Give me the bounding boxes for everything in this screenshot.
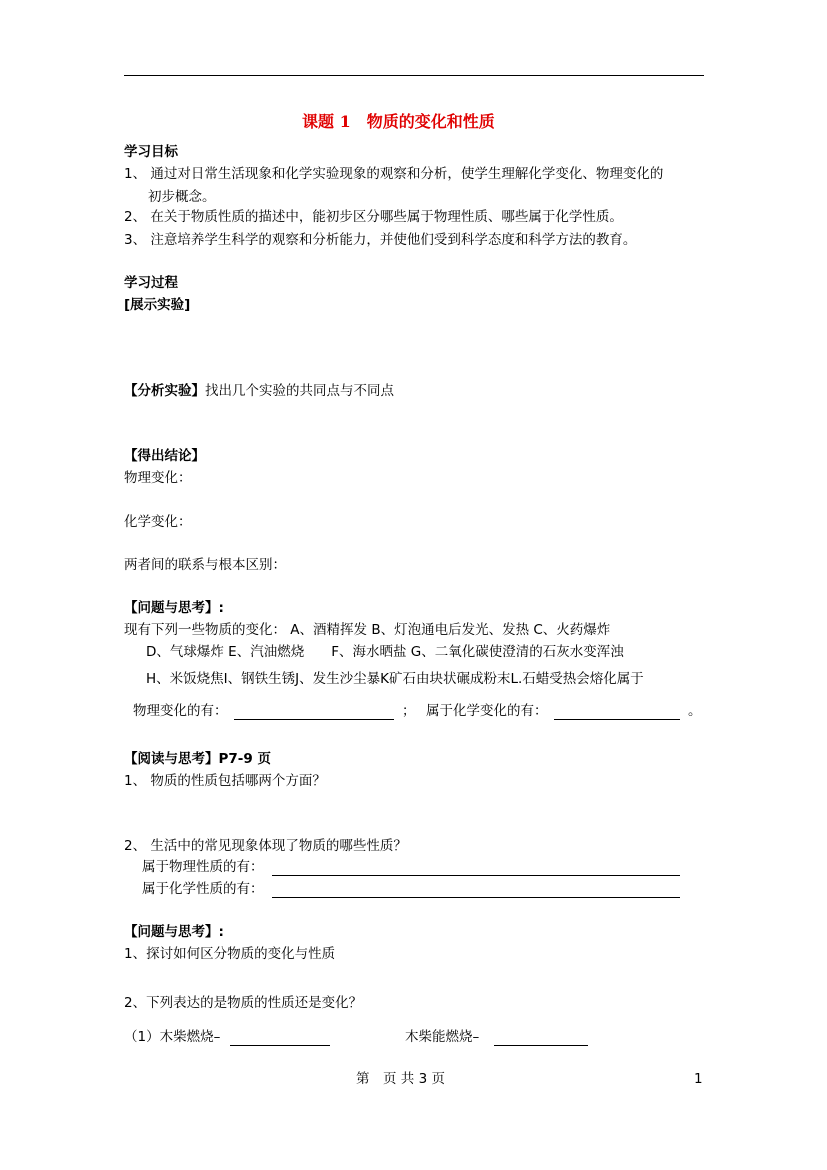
answer-separator: ；	[402, 703, 416, 719]
analysis-label: 【分析实验】	[124, 383, 205, 399]
objective-item: 初步概念。	[148, 189, 216, 205]
question1-intro: 现有下列一些物质的变化： A、酒精挥发 B、灯泡通电后发光、发热 C、火药爆炸	[124, 622, 611, 638]
footer-page-count: 第 页 共 3 页	[356, 1071, 445, 1087]
item1-property-label: 木柴能燃烧–	[405, 1029, 480, 1045]
question2-item-1: 1、探讨如何区分物质的变化与性质	[124, 946, 336, 962]
objective-item: 1、 通过对日常生活现象和化学实验现象的观察和分析，使学生理解化学变化、物理变化的	[124, 166, 664, 182]
footer-page-number: 1	[694, 1071, 703, 1087]
chemical-answer-blank[interactable]	[554, 705, 680, 720]
physical-property-blank[interactable]	[272, 861, 680, 876]
question1-line3: H、米饭烧焦I、钢铁生锈J、发生沙尘暴K矿石由块状碾成粉末L.石蜡受热会熔化属于	[146, 671, 644, 687]
chemical-property-label: 属于化学性质的有：	[142, 881, 264, 897]
page-title: 课题 1 物质的变化和性质	[302, 112, 495, 131]
question1-label: 【问题与思考】:	[124, 600, 224, 616]
process-heading: 学习过程	[124, 275, 178, 291]
chemical-change-label: 化学变化：	[124, 514, 192, 530]
physical-answer-label: 物理变化的有：	[133, 703, 228, 719]
objectives-heading: 学习目标	[124, 144, 178, 160]
objective-item: 3、 注意培养学生科学的观察和分析能力，并使他们受到科学态度和科学方法的教育。	[124, 232, 637, 248]
chemical-answer-label: 属于化学变化的有：	[426, 703, 548, 719]
demo-heading: [展示实验]	[124, 297, 191, 313]
objective-item: 2、 在关于物质性质的描述中，能初步区分哪些属于物理性质、哪些属于化学性质。	[124, 209, 623, 225]
answer-end: 。	[688, 703, 702, 719]
relation-label: 两者间的联系与根本区别：	[124, 557, 286, 573]
reading-question-1: 1、 物质的性质包括哪两个方面？	[124, 773, 326, 789]
physical-answer-blank[interactable]	[234, 705, 394, 720]
item1-property-blank[interactable]	[494, 1031, 588, 1046]
question2-label: 【问题与思考】:	[124, 924, 224, 940]
item1-change-blank[interactable]	[230, 1031, 330, 1046]
conclusion-label: 【得出结论】	[124, 448, 205, 464]
analysis-line	[124, 385, 394, 399]
chemical-property-blank[interactable]	[272, 883, 680, 898]
header-rule	[124, 75, 704, 76]
physical-property-label: 属于物理性质的有：	[142, 859, 264, 875]
question2-item-2: 2、下列表达的是物质的性质还是变化？	[124, 995, 363, 1011]
analysis-text: 找出几个实验的共同点与不同点	[205, 383, 394, 399]
item1-change-label: （1）木柴燃烧–	[124, 1029, 221, 1045]
reading-question-2: 2、 生活中的常见现象体现了物质的哪些性质？	[124, 838, 407, 854]
physical-change-label: 物理变化：	[124, 470, 192, 486]
reading-label: 【阅读与思考】P7-9 页	[124, 751, 271, 767]
question1-line2: D、气球爆炸 E、汽油燃烧 F、海水晒盐 G、二氧化碳使澄清的石灰水变浑浊	[146, 644, 624, 660]
